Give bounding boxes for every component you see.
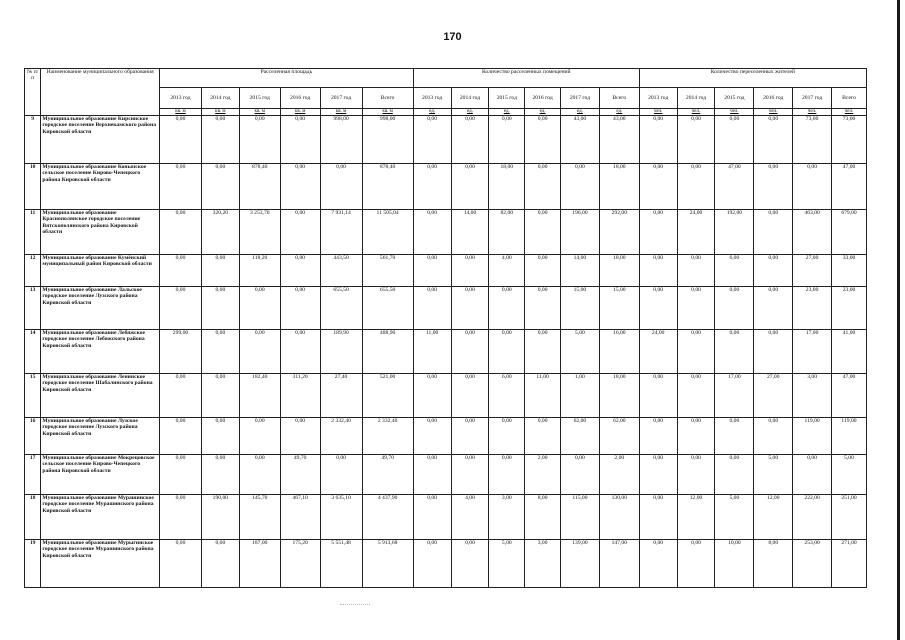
cell-value: 463,00 bbox=[793, 210, 832, 255]
header-year: Всего bbox=[362, 88, 413, 109]
header-unit: кв. м bbox=[160, 109, 202, 116]
cell-value: 0,00 bbox=[413, 495, 451, 540]
cell-value: 253,00 bbox=[793, 540, 832, 588]
cell-value: 467,10 bbox=[280, 495, 320, 540]
cell-value: 0,00 bbox=[639, 287, 677, 330]
cell-value: 679,00 bbox=[832, 210, 867, 255]
row-index: 13 bbox=[25, 287, 41, 330]
cell-value: 14,00 bbox=[451, 210, 489, 255]
header-year: 2013 год bbox=[639, 88, 677, 109]
header-year: 2014 год bbox=[677, 88, 715, 109]
header-unit: ед. bbox=[525, 109, 561, 116]
cell-value: 0,00 bbox=[677, 418, 715, 455]
header-year: 2016 год bbox=[525, 88, 561, 109]
cell-value: 3,00 bbox=[525, 540, 561, 588]
table-row bbox=[25, 540, 867, 588]
header-unit: кв. м bbox=[362, 109, 413, 116]
header-year: Всего bbox=[832, 88, 867, 109]
cell-value: 0,00 bbox=[489, 116, 525, 164]
cell-value: 0,00 bbox=[280, 287, 320, 330]
resettlement-table bbox=[24, 68, 867, 588]
cell-value: 0,00 bbox=[639, 210, 677, 255]
header-unit: ед. bbox=[451, 109, 489, 116]
cell-value: 0,00 bbox=[280, 164, 320, 210]
cell-value: 43,00 bbox=[561, 116, 600, 164]
cell-value: 23,00 bbox=[793, 287, 832, 330]
cell-value: 0,00 bbox=[451, 540, 489, 588]
row-name: Муниципальное образование Кумёнский муниципальный район Кировской области bbox=[41, 255, 160, 287]
cell-value: 0,00 bbox=[525, 164, 561, 210]
row-name: Муниципальное образование Ленинское городское поселение Шабалинского района Кировской области bbox=[41, 374, 160, 418]
cell-value: 311,20 bbox=[280, 374, 320, 418]
cell-value: 0,00 bbox=[201, 418, 239, 455]
cell-value: 0,00 bbox=[201, 330, 239, 374]
cell-value: 0,00 bbox=[413, 255, 451, 287]
cell-value: 11,00 bbox=[413, 330, 451, 374]
row-name: Муниципальное образование Мокрецовское сельское поселение Кирово-Чепецкого района Кировской области bbox=[41, 455, 160, 495]
cell-value: 4 437,90 bbox=[362, 495, 413, 540]
cell-value: 251,00 bbox=[832, 495, 867, 540]
cell-value: 0,00 bbox=[280, 210, 320, 255]
cell-value: 0,00 bbox=[280, 255, 320, 287]
cell-value: 0,00 bbox=[160, 164, 202, 210]
cell-value: 0,00 bbox=[160, 540, 202, 588]
cell-value: 0,00 bbox=[639, 455, 677, 495]
table-row bbox=[25, 374, 867, 418]
cell-value: 0,00 bbox=[489, 330, 525, 374]
cell-value: 0,00 bbox=[754, 116, 793, 164]
cell-value: 0,00 bbox=[320, 455, 362, 495]
row-index: 12 bbox=[25, 255, 41, 287]
cell-value: 0,00 bbox=[754, 287, 793, 330]
cell-value: 175,20 bbox=[280, 540, 320, 588]
cell-value: 0,00 bbox=[239, 287, 280, 330]
cell-value: 4,00 bbox=[451, 495, 489, 540]
cell-value: 0,00 bbox=[239, 116, 280, 164]
cell-value: 0,00 bbox=[451, 255, 489, 287]
cell-value: 0,00 bbox=[793, 455, 832, 495]
cell-value: 17,00 bbox=[793, 330, 832, 374]
row-index: 11 bbox=[25, 210, 41, 255]
header-unit: ед. bbox=[489, 109, 525, 116]
cell-value: 0,00 bbox=[715, 418, 754, 455]
cell-value: 139,00 bbox=[561, 540, 600, 588]
cell-value: 190,00 bbox=[201, 495, 239, 540]
cell-value: 43,00 bbox=[599, 116, 639, 164]
cell-value: 0,00 bbox=[677, 255, 715, 287]
row-index: 16 bbox=[25, 418, 41, 455]
cell-value: 0,00 bbox=[451, 164, 489, 210]
cell-value: 49,70 bbox=[362, 455, 413, 495]
table-row bbox=[25, 287, 867, 330]
cell-value: 62,00 bbox=[561, 418, 600, 455]
cell-value: 0,00 bbox=[160, 255, 202, 287]
cell-value: 655,50 bbox=[362, 287, 413, 330]
cell-value: 878,40 bbox=[362, 164, 413, 210]
cell-value: 5,00 bbox=[489, 540, 525, 588]
cell-value: 0,00 bbox=[451, 330, 489, 374]
header-unit: кв. м bbox=[280, 109, 320, 116]
cell-value: 0,00 bbox=[451, 116, 489, 164]
cell-value: 73,00 bbox=[793, 116, 832, 164]
cell-value: 488,90 bbox=[362, 330, 413, 374]
cell-value: 0,00 bbox=[160, 116, 202, 164]
cell-value: 0,00 bbox=[160, 418, 202, 455]
cell-value: 0,00 bbox=[561, 455, 600, 495]
header-unit: ед. bbox=[561, 109, 600, 116]
page-edge-bar bbox=[897, 0, 900, 640]
header-unit: кв. м bbox=[201, 109, 239, 116]
cell-value: 0,00 bbox=[677, 164, 715, 210]
cell-value: 3 253,70 bbox=[239, 210, 280, 255]
cell-value: 222,00 bbox=[793, 495, 832, 540]
cell-value: 3,00 bbox=[489, 495, 525, 540]
row-index: 9 bbox=[25, 116, 41, 164]
cell-value: 0,00 bbox=[413, 164, 451, 210]
header-unit: чел. bbox=[677, 109, 715, 116]
cell-value: 0,00 bbox=[715, 330, 754, 374]
header-year: 2015 год bbox=[489, 88, 525, 109]
cell-value: 320,20 bbox=[201, 210, 239, 255]
cell-value: 0,00 bbox=[201, 255, 239, 287]
header-unit: ед. bbox=[413, 109, 451, 116]
header-year: 2013 год bbox=[413, 88, 451, 109]
row-name: Муниципальное образование Кирсинское городское поселение Верхнекамского района Кировской области bbox=[41, 116, 160, 164]
header-year: 2017 год bbox=[561, 88, 600, 109]
cell-value: 27,00 bbox=[754, 374, 793, 418]
row-name: Муниципальное образование Лузское городское поселение Лузского района Кировской области bbox=[41, 418, 160, 455]
cell-value: 0,00 bbox=[489, 287, 525, 330]
cell-value: 0,00 bbox=[320, 164, 362, 210]
cell-value: 12,00 bbox=[677, 495, 715, 540]
cell-value: 561,70 bbox=[362, 255, 413, 287]
cell-value: 4,00 bbox=[489, 255, 525, 287]
cell-value: 998,00 bbox=[320, 116, 362, 164]
cell-value: 0,00 bbox=[677, 540, 715, 588]
header-year: 2015 год bbox=[239, 88, 280, 109]
cell-value: 47,00 bbox=[832, 164, 867, 210]
cell-value: 0,00 bbox=[160, 210, 202, 255]
cell-value: 0,00 bbox=[754, 418, 793, 455]
cell-value: 15,00 bbox=[599, 287, 639, 330]
cell-value: 271,00 bbox=[832, 540, 867, 588]
cell-value: 0,00 bbox=[639, 374, 677, 418]
cell-value: 27,40 bbox=[320, 374, 362, 418]
cell-value: 0,00 bbox=[451, 287, 489, 330]
cell-value: 0,00 bbox=[280, 330, 320, 374]
cell-value: 0,00 bbox=[639, 164, 677, 210]
cell-value: 16,00 bbox=[599, 330, 639, 374]
cell-value: 0,00 bbox=[201, 287, 239, 330]
cell-value: 196,00 bbox=[561, 210, 600, 255]
header-unit: кв. м bbox=[320, 109, 362, 116]
row-index: 19 bbox=[25, 540, 41, 588]
cell-value: 0,00 bbox=[639, 255, 677, 287]
cell-value: 0,00 bbox=[451, 455, 489, 495]
table-row bbox=[25, 210, 867, 255]
cell-value: 24,00 bbox=[677, 210, 715, 255]
cell-value: 47,00 bbox=[715, 164, 754, 210]
header-unit: чел. bbox=[832, 109, 867, 116]
cell-value: 18,00 bbox=[599, 255, 639, 287]
cell-value: 18,00 bbox=[599, 374, 639, 418]
table-row bbox=[25, 255, 867, 287]
cell-value: 998,00 bbox=[362, 116, 413, 164]
cell-value: 0,00 bbox=[201, 164, 239, 210]
scan-artifact-line bbox=[340, 604, 370, 605]
cell-value: 41,00 bbox=[832, 330, 867, 374]
cell-value: 0,00 bbox=[561, 164, 600, 210]
cell-value: 443,50 bbox=[320, 255, 362, 287]
cell-value: 130,00 bbox=[599, 495, 639, 540]
cell-value: 17,00 bbox=[715, 374, 754, 418]
cell-value: 62,00 bbox=[599, 418, 639, 455]
cell-value: 23,00 bbox=[832, 287, 867, 330]
cell-value: 6,00 bbox=[489, 374, 525, 418]
cell-value: 0,00 bbox=[201, 116, 239, 164]
row-index: 17 bbox=[25, 455, 41, 495]
header-year: 2017 год bbox=[320, 88, 362, 109]
cell-value: 49,70 bbox=[280, 455, 320, 495]
cell-value: 0,00 bbox=[754, 210, 793, 255]
cell-value: 33,00 bbox=[832, 255, 867, 287]
cell-value: 189,90 bbox=[320, 330, 362, 374]
row-name: Муниципальное образование Лальское городское поселение Лузского района Кировской области bbox=[41, 287, 160, 330]
cell-value: 0,00 bbox=[160, 374, 202, 418]
cell-value: 0,00 bbox=[413, 540, 451, 588]
table-row bbox=[25, 418, 867, 455]
cell-value: 0,00 bbox=[413, 210, 451, 255]
header-year: 2017 год bbox=[793, 88, 832, 109]
cell-value: 8,00 bbox=[754, 540, 793, 588]
cell-value: 0,00 bbox=[201, 455, 239, 495]
cell-value: 2 332,40 bbox=[362, 418, 413, 455]
cell-value: 0,00 bbox=[677, 116, 715, 164]
cell-value: 5,00 bbox=[561, 330, 600, 374]
page-number: 170 bbox=[443, 31, 462, 43]
cell-value: 1,00 bbox=[561, 374, 600, 418]
cell-value: 0,00 bbox=[413, 116, 451, 164]
cell-value: 24,00 bbox=[639, 330, 677, 374]
cell-value: 0,00 bbox=[413, 287, 451, 330]
cell-value: 0,00 bbox=[489, 455, 525, 495]
cell-value: 0,00 bbox=[201, 540, 239, 588]
table-row bbox=[25, 116, 867, 164]
row-index: 14 bbox=[25, 330, 41, 374]
cell-value: 0,00 bbox=[677, 374, 715, 418]
header-unit: чел. bbox=[639, 109, 677, 116]
cell-value: 10,00 bbox=[715, 540, 754, 588]
cell-value: 145,70 bbox=[239, 495, 280, 540]
cell-value: 115,00 bbox=[561, 495, 600, 540]
cell-value: 0,00 bbox=[715, 287, 754, 330]
header-group-premises: Количество расселенных помещений bbox=[413, 69, 639, 88]
cell-value: 0,00 bbox=[677, 455, 715, 495]
cell-value: 73,00 bbox=[832, 116, 867, 164]
header-name: Наименование муниципального образования bbox=[41, 69, 160, 116]
cell-value: 0,00 bbox=[239, 455, 280, 495]
cell-value: 187,00 bbox=[239, 540, 280, 588]
cell-value: 0,00 bbox=[160, 287, 202, 330]
cell-value: 0,00 bbox=[201, 374, 239, 418]
header-year: 2016 год bbox=[280, 88, 320, 109]
row-name: Муниципальное образование Мурашинское городское поселение Мурашинского района Кировской области bbox=[41, 495, 160, 540]
cell-value: 0,00 bbox=[754, 330, 793, 374]
cell-value: 0,00 bbox=[715, 455, 754, 495]
header-group-area: Расселенная площадь bbox=[160, 69, 414, 88]
cell-value: 0,00 bbox=[639, 540, 677, 588]
cell-value: 0,00 bbox=[525, 287, 561, 330]
cell-value: 0,00 bbox=[451, 418, 489, 455]
cell-value: 0,00 bbox=[525, 255, 561, 287]
cell-value: 0,00 bbox=[451, 374, 489, 418]
cell-value: 2,00 bbox=[599, 455, 639, 495]
header-index: № п/п bbox=[25, 69, 41, 116]
cell-value: 15,00 bbox=[561, 287, 600, 330]
row-name: Муниципальное образование Краснополянское городское поселение Вятскополянского района Кировской области bbox=[41, 210, 160, 255]
cell-value: 0,00 bbox=[489, 418, 525, 455]
cell-value: 8,00 bbox=[525, 495, 561, 540]
header-year: 2016 год bbox=[754, 88, 793, 109]
cell-value: 521,00 bbox=[362, 374, 413, 418]
cell-value: 18,00 bbox=[599, 164, 639, 210]
cell-value: 2,00 bbox=[525, 455, 561, 495]
cell-value: 14,00 bbox=[561, 255, 600, 287]
cell-value: 147,00 bbox=[599, 540, 639, 588]
cell-value: 0,00 bbox=[525, 116, 561, 164]
header-unit: кв. м bbox=[239, 109, 280, 116]
cell-value: 0,00 bbox=[239, 418, 280, 455]
header-group-residents: Количество переселенных жителей bbox=[639, 69, 866, 88]
cell-value: 3 635,10 bbox=[320, 495, 362, 540]
row-index: 18 bbox=[25, 495, 41, 540]
cell-value: 119,00 bbox=[832, 418, 867, 455]
cell-value: 182,40 bbox=[239, 374, 280, 418]
cell-value: 292,00 bbox=[599, 210, 639, 255]
table-row bbox=[25, 455, 867, 495]
cell-value: 0,00 bbox=[715, 116, 754, 164]
table-row bbox=[25, 495, 867, 540]
cell-value: 0,00 bbox=[160, 495, 202, 540]
row-index: 15 bbox=[25, 374, 41, 418]
cell-value: 0,00 bbox=[413, 418, 451, 455]
cell-value: 0,00 bbox=[280, 116, 320, 164]
cell-value: 0,00 bbox=[525, 210, 561, 255]
cell-value: 0,00 bbox=[525, 330, 561, 374]
cell-value: 0,00 bbox=[525, 418, 561, 455]
cell-value: 0,00 bbox=[639, 116, 677, 164]
row-name: Муниципальное образование Мурыгинское городское поселение Мурашинского района Кировской области bbox=[41, 540, 160, 588]
cell-value: 82,00 bbox=[489, 210, 525, 255]
cell-value: 27,00 bbox=[793, 255, 832, 287]
row-name: Муниципальное образование Коныпское сельское поселение Кирово-Чепецкого района Кировской области bbox=[41, 164, 160, 210]
header-year: 2014 год bbox=[201, 88, 239, 109]
cell-value: 5,00 bbox=[715, 495, 754, 540]
cell-value: 0,00 bbox=[639, 418, 677, 455]
cell-value: 0,00 bbox=[793, 164, 832, 210]
cell-value: 0,00 bbox=[754, 164, 793, 210]
header-year: 2014 год bbox=[451, 88, 489, 109]
cell-value: 7 931,14 bbox=[320, 210, 362, 255]
cell-value: 18,00 bbox=[489, 164, 525, 210]
row-name: Муниципальное образование Лебяжское городское поселение Лебяжского района Кировской области bbox=[41, 330, 160, 374]
cell-value: 12,00 bbox=[754, 495, 793, 540]
table-row bbox=[25, 330, 867, 374]
cell-value: 0,00 bbox=[677, 287, 715, 330]
cell-value: 5 913,68 bbox=[362, 540, 413, 588]
cell-value: 11 505,04 bbox=[362, 210, 413, 255]
cell-value: 5,00 bbox=[754, 455, 793, 495]
header-unit: чел. bbox=[793, 109, 832, 116]
header-unit: ед. bbox=[599, 109, 639, 116]
cell-value: 119,00 bbox=[793, 418, 832, 455]
header-year: 2013 год bbox=[160, 88, 202, 109]
cell-value: 192,00 bbox=[715, 210, 754, 255]
cell-value: 0,00 bbox=[239, 330, 280, 374]
header-unit: чел. bbox=[715, 109, 754, 116]
cell-value: 5 551,48 bbox=[320, 540, 362, 588]
header-year: Всего bbox=[599, 88, 639, 109]
cell-value: 11,00 bbox=[525, 374, 561, 418]
cell-value: 655,50 bbox=[320, 287, 362, 330]
cell-value: 118,20 bbox=[239, 255, 280, 287]
cell-value: 3,00 bbox=[793, 374, 832, 418]
cell-value: 0,00 bbox=[280, 418, 320, 455]
row-index: 10 bbox=[25, 164, 41, 210]
cell-value: 6,00 bbox=[715, 255, 754, 287]
cell-value: 47,00 bbox=[832, 374, 867, 418]
header-year: 2015 год bbox=[715, 88, 754, 109]
table-row bbox=[25, 164, 867, 210]
cell-value: 0,00 bbox=[160, 455, 202, 495]
cell-value: 299,00 bbox=[160, 330, 202, 374]
cell-value: 0,00 bbox=[677, 330, 715, 374]
cell-value: 0,00 bbox=[413, 374, 451, 418]
cell-value: 0,00 bbox=[639, 495, 677, 540]
cell-value: 0,00 bbox=[754, 255, 793, 287]
cell-value: 878,40 bbox=[239, 164, 280, 210]
header-unit: чел. bbox=[754, 109, 793, 116]
cell-value: 2 332,40 bbox=[320, 418, 362, 455]
cell-value: 5,00 bbox=[832, 455, 867, 495]
cell-value: 0,00 bbox=[413, 455, 451, 495]
